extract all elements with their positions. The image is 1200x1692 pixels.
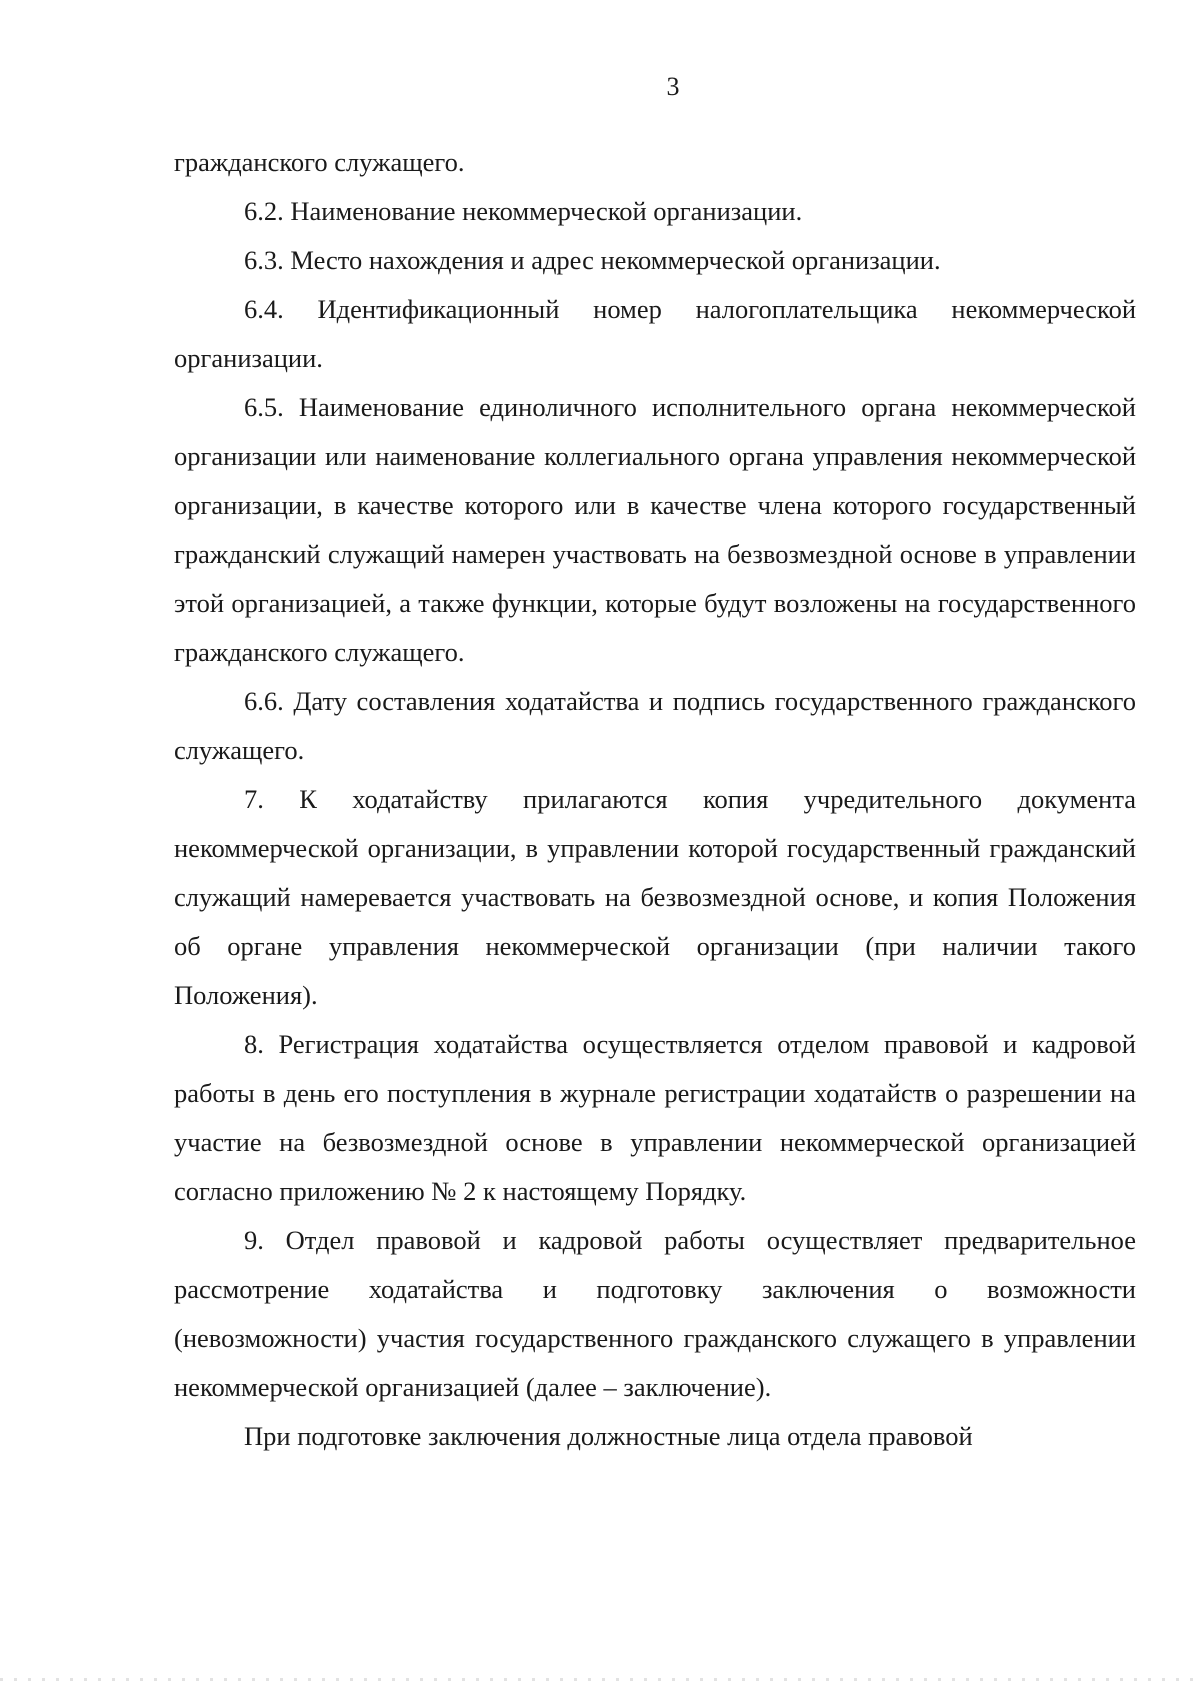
paragraph-6-5: 6.5. Наименование единоличного исполнительного органа некоммерческой организации или наименование коллегиального органа управления некоммерческой организации, в качестве которого или в качестве члена которого государственный гражданский служащий намерен участвовать на безвозмездной основе в управлении этой организацией, а также функции, которые будут возложены на государственного гражданского служащего. <box>174 392 1136 667</box>
paragraph-6-3: 6.3. Место нахождения и адрес некоммерческой организации. <box>244 245 941 275</box>
paragraph-9: 9. Отдел правовой и кадровой работы осуществляет предварительное рассмотрение ходатайства и подготовку заключения о возможности (невозможности) участия государственного гражданского служащего в управлении некоммерческой организацией (далее – заключение). <box>174 1225 1136 1402</box>
scan-edge-artifact <box>0 1678 1200 1681</box>
page-number: 3 <box>666 72 680 101</box>
paragraph-7: 7. К ходатайству прилагаются копия учредительного документа некоммерческой организации, в управлении которой государственный гражданский служащий намеревается участвовать на безвозмездной основе, и копия Положения об органе управления некоммерческой организации (при наличии такого Положения). <box>174 784 1136 1010</box>
paragraph-9-continued: При подготовке заключения должностные лица отдела правовой <box>244 1421 973 1451</box>
paragraph-6-2: 6.2. Наименование некоммерческой организации. <box>244 196 803 226</box>
paragraph-6-6: 6.6. Дату составления ходатайства и подпись государственного гражданского служащего. <box>174 686 1136 765</box>
paragraph-6-4: 6.4. Идентификационный номер налогоплательщика некоммерческой организации. <box>174 294 1136 373</box>
paragraph-continuation: гражданского служащего. <box>174 147 465 177</box>
document-body <box>174 138 1136 1461</box>
paragraph-8: 8. Регистрация ходатайства осуществляется отделом правовой и кадровой работы в день его поступления в журнале регистрации ходатайств о разрешении на участие на безвозмездной основе в управлении некоммерческой организацией согласно приложению № 2 к настоящему Порядку. <box>174 1029 1136 1206</box>
